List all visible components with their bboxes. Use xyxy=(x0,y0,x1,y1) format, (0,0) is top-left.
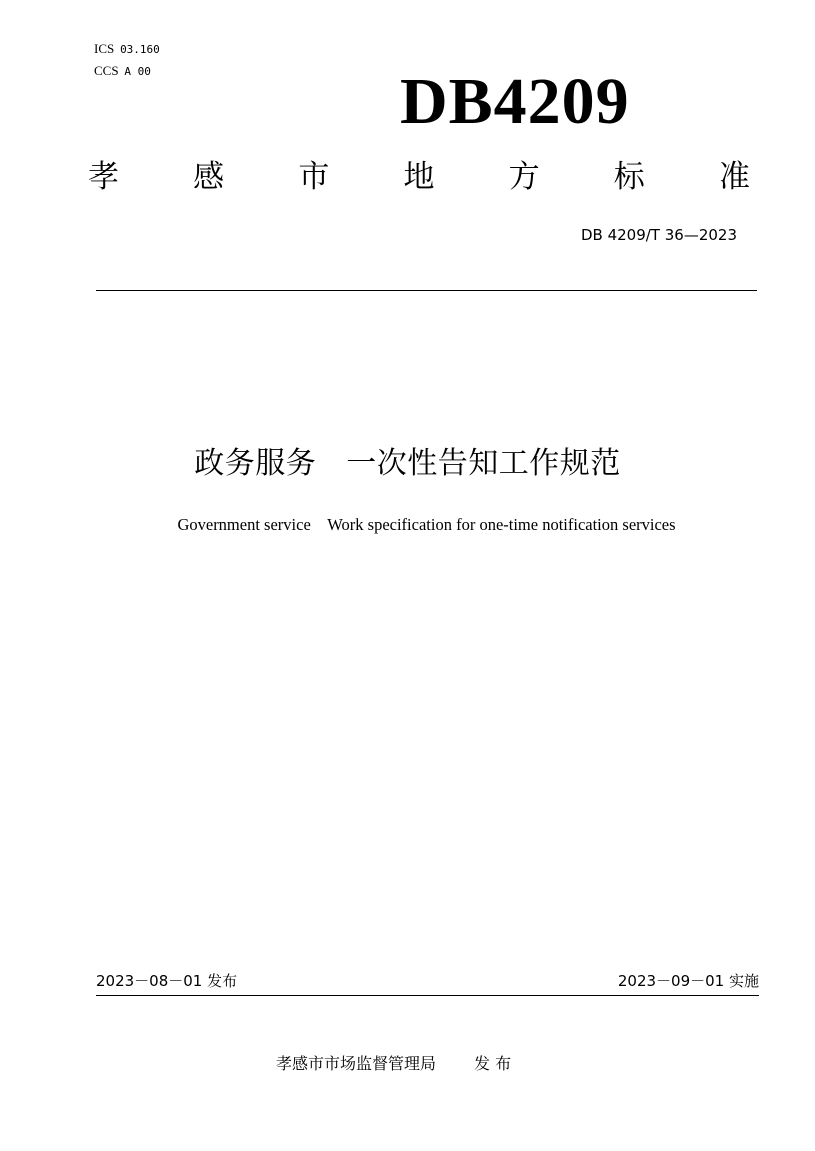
ics-label: ICS xyxy=(94,41,115,56)
standard-type-char: 地 xyxy=(403,159,435,195)
standard-type-char: 市 xyxy=(298,159,330,195)
header-divider xyxy=(96,290,757,291)
title-cn-part1: 政务服务 xyxy=(194,446,317,481)
document-title-cn xyxy=(0,442,815,486)
standard-type-char: 孝 xyxy=(88,159,119,195)
issuer-action: 发 布 xyxy=(474,1054,512,1073)
title-en-part2: Work specification for one-time notification services xyxy=(327,515,676,534)
standard-type-char: 感 xyxy=(193,159,225,195)
issuer-name: 孝感市市场监督管理局 xyxy=(276,1054,437,1073)
ics-line xyxy=(94,38,160,60)
standard-type-title xyxy=(88,154,750,200)
standard-mark: DB4209 xyxy=(400,65,630,138)
ccs-value: A 00 xyxy=(124,65,151,78)
implement-date: 2023－09－01 实施 xyxy=(617,972,759,990)
standard-number: DB 4209/T 36—2023 xyxy=(580,226,737,244)
standard-type-char: 准 xyxy=(718,159,750,195)
ccs-label: CCS xyxy=(94,63,119,78)
title-en-part1: Government service xyxy=(177,515,311,534)
document-title-en xyxy=(0,513,815,537)
ics-value: 03.160 xyxy=(120,43,160,56)
ccs-line xyxy=(94,60,160,82)
standard-type-char: 方 xyxy=(508,159,540,195)
classification-codes xyxy=(94,38,160,82)
standard-type-char: 标 xyxy=(613,159,645,195)
title-cn-part2: 一次性告知工作规范 xyxy=(346,446,621,481)
footer-divider xyxy=(96,995,759,996)
issuer-line xyxy=(276,1052,511,1076)
publish-date: 2023－08－01 发布 xyxy=(96,972,238,990)
